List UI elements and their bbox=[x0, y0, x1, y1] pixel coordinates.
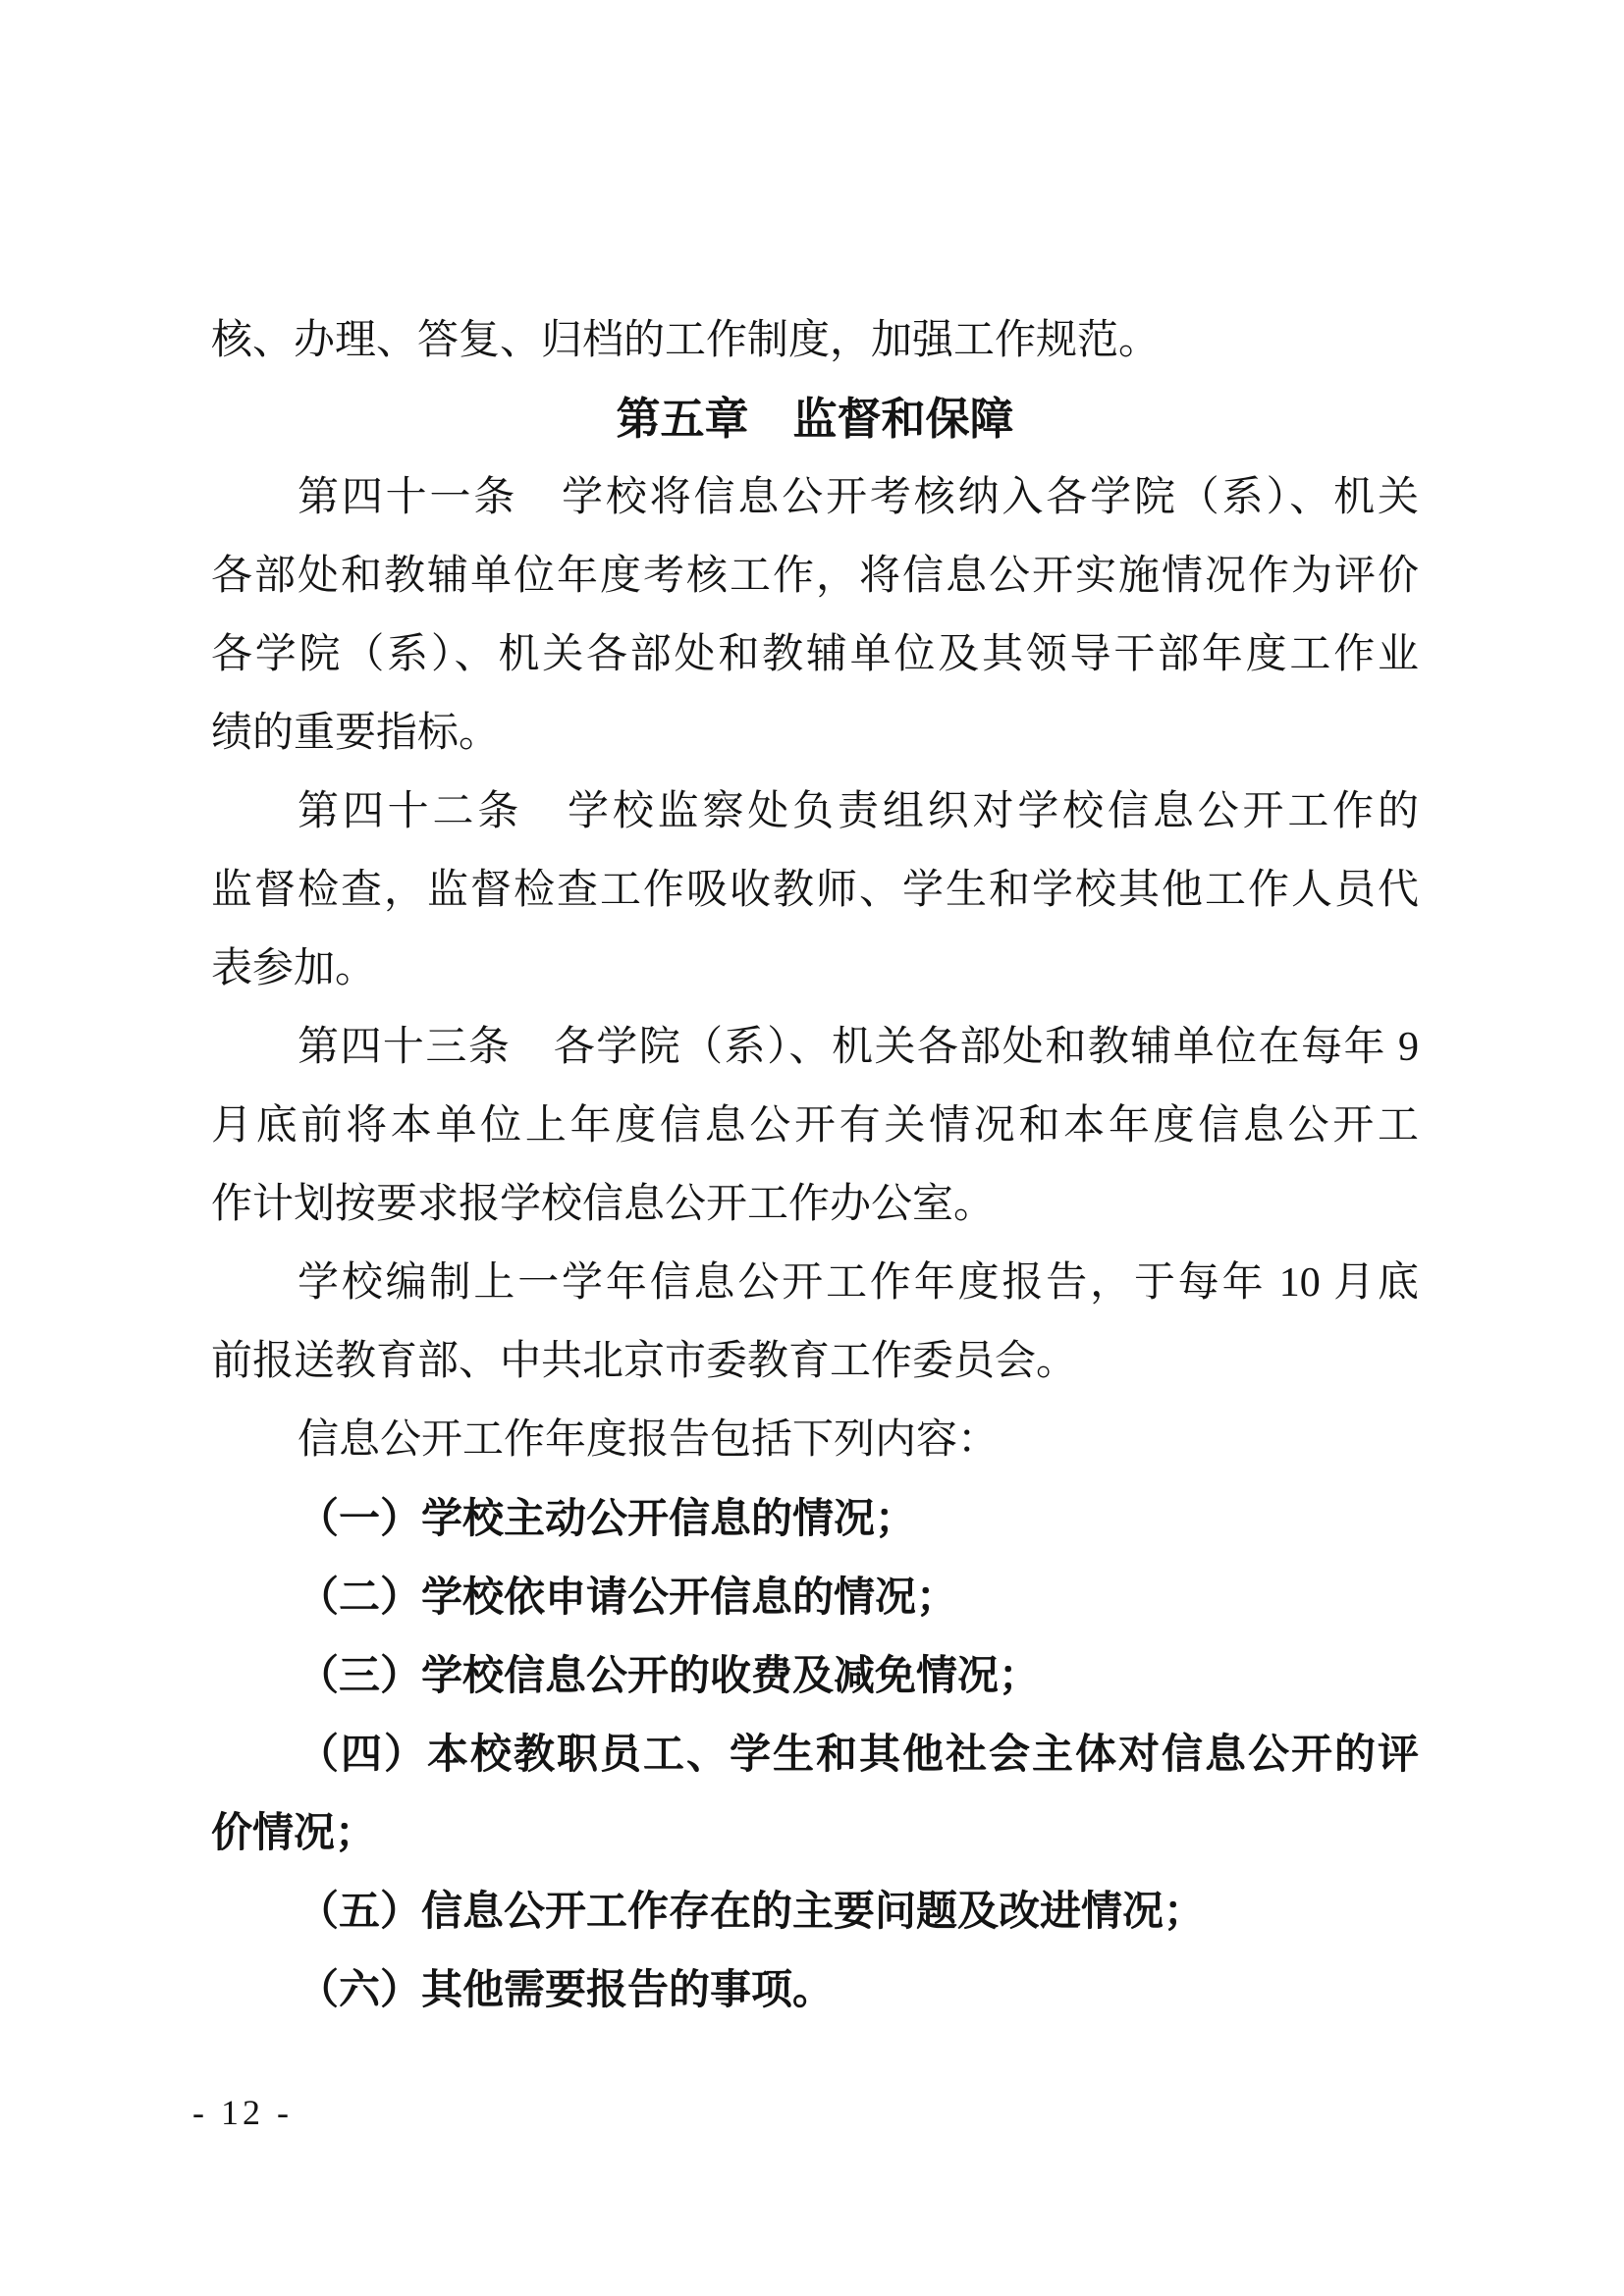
list-item-line: （三）学校信息公开的收费及减免情况； bbox=[298, 1652, 1041, 1698]
list-item-line: （五）信息公开工作存在的主要问题及改进情况； bbox=[298, 1888, 1206, 1934]
paragraph-line: 作计划按要求报学校信息公开工作办公室。 bbox=[211, 1182, 996, 1227]
list-item-line: 价情况； bbox=[211, 1809, 377, 1855]
paragraph-line: 第四十三条 各学院（系）、机关各部处和教辅单位在每年 9 bbox=[298, 1025, 1419, 1070]
page-number: - 12 - bbox=[192, 2093, 293, 2132]
paragraph-line: 学校编制上一学年信息公开工作年度报告，于每年 10 月底 bbox=[298, 1260, 1419, 1306]
document-text-block bbox=[211, 301, 1419, 2029]
list-item-line: （二）学校依申请公开信息的情况； bbox=[298, 1574, 958, 1620]
paragraph-line: 各部处和教辅单位年度考核工作，将信息公开实施情况作为评价 bbox=[211, 554, 1419, 599]
paragraph-line: 监督检查，监督检查工作吸收教师、学生和学校其他工作人员代 bbox=[211, 868, 1419, 913]
list-item-line: （四）本校教职员工、学生和其他社会主体对信息公开的评 bbox=[298, 1731, 1419, 1777]
paragraph-line: 第四十二条 学校监察处负责组织对学校信息公开工作的 bbox=[298, 789, 1419, 834]
paragraph-line: 表参加。 bbox=[211, 946, 377, 991]
chapter-heading: 第五章 监督和保障 bbox=[616, 394, 1014, 444]
paragraph-line: 月底前将本单位上年度信息公开有关情况和本年度信息公开工 bbox=[211, 1103, 1419, 1148]
paragraph-line: 各学院（系）、机关各部处和教辅单位及其领导干部年度工作业 bbox=[211, 632, 1419, 677]
paragraph-line: 第四十一条 学校将信息公开考核纳入各学院（系）、机关 bbox=[298, 475, 1419, 520]
paragraph-line: 前报送教育部、中共北京市委教育工作委员会。 bbox=[211, 1339, 1078, 1384]
list-item-line: （六）其他需要报告的事项。 bbox=[298, 1966, 835, 2012]
paragraph-line: 信息公开工作年度报告包括下列内容： bbox=[298, 1417, 1000, 1463]
paragraph-line: 绩的重要指标。 bbox=[211, 711, 501, 756]
paragraph-line: 核、办理、答复、归档的工作制度，加强工作规范。 bbox=[211, 318, 1161, 363]
list-item-line: （一）学校主动公开信息的情况； bbox=[298, 1495, 917, 1541]
